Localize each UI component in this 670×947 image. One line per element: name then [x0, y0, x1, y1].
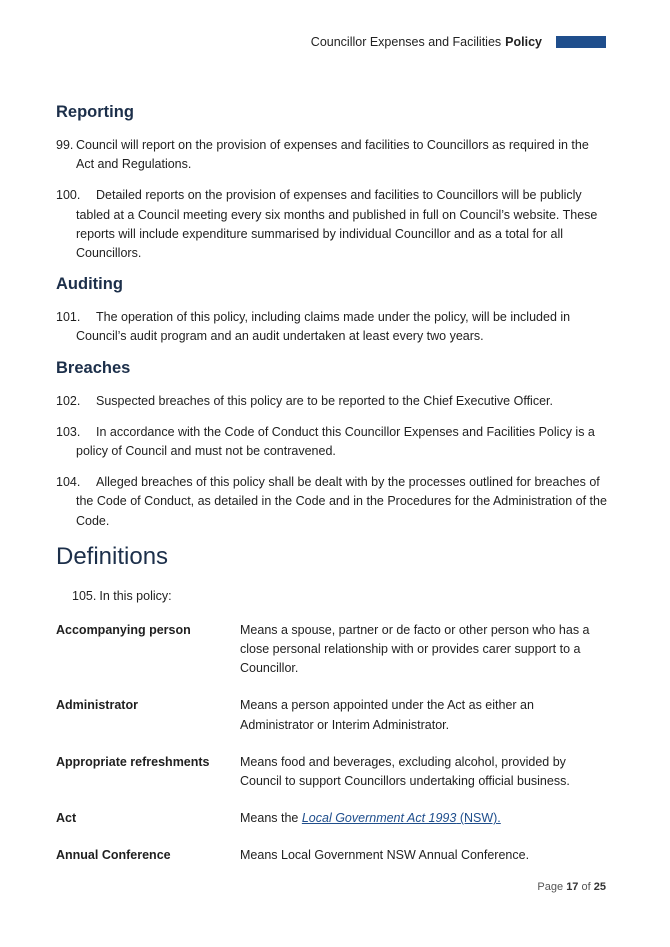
- clause-number: 102.: [56, 393, 81, 408]
- page-footer: [537, 881, 606, 893]
- clause-number: 99.: [56, 138, 74, 152]
- definition-text: Means a person appointed under the Act as either an Administrator or Interim Administrator.: [240, 698, 534, 732]
- intro-text: In this policy:: [99, 588, 172, 603]
- clause-text: Detailed reports on the provision of expenses and facilities to Councillors will be publicly tabled at a Council meeting every six months and published in full on Council’s website. These reports will include expenditure summarised by individual Councillor and as a total for all Councillors.: [76, 188, 598, 261]
- definition-prefix: Means the: [240, 811, 302, 826]
- definition-row: [56, 753, 608, 791]
- act-link[interactable]: [302, 811, 501, 825]
- definition-text: [240, 809, 608, 828]
- definition-row: [56, 696, 608, 734]
- clause-text: In accordance with the Code of Conduct this Councillor Expenses and Facilities Policy is a policy of Council and must not be contravened.: [76, 424, 595, 459]
- footer-of: of: [581, 881, 591, 893]
- section-reporting: [56, 103, 608, 263]
- clause-number: 100.: [56, 188, 81, 203]
- clause-99: [56, 136, 608, 174]
- clause-text: The operation of this policy, including claims made under the policy, will be included in Council’s audit program and an audit undertaken at least every two years.: [76, 310, 571, 344]
- clause-text: Alleged breaches of this policy shall be dealt with by the processes outlined for breaches of the Code of Conduct, as detailed in the Code and in the Procedures for the Administration of the Code.: [76, 475, 607, 528]
- header-title: Councillor Expenses and Facilities: [310, 35, 502, 49]
- definitions-intro: [56, 589, 608, 603]
- footer-page-total: 25: [593, 881, 606, 893]
- document-body: [56, 103, 608, 884]
- clause-101: [56, 308, 608, 346]
- act-link-suffix[interactable]: (NSW).: [456, 811, 501, 826]
- clause-number: 101.: [56, 310, 81, 325]
- section-heading: Breaches: [56, 358, 131, 377]
- clause-text: Council will report on the provision of expenses and facilities to Councillors as required in the Act and Regulations.: [76, 138, 589, 172]
- definition-row: [56, 621, 608, 679]
- clause-number: 105.: [72, 588, 97, 603]
- definition-row-act: [56, 809, 608, 828]
- section-heading: Reporting: [56, 103, 134, 121]
- definition-term: Administrator: [56, 698, 138, 713]
- clause-104: [56, 473, 608, 531]
- header-title-bold: Policy: [505, 35, 542, 49]
- clause-number: 104.: [56, 475, 81, 490]
- definition-text: Means a spouse, partner or de facto or other person who has a close personal relationship with or provides carer support to a Councillor.: [240, 622, 590, 676]
- definitions-table: [56, 621, 608, 866]
- footer-page-number: 17: [566, 881, 579, 893]
- page-header: [311, 35, 606, 49]
- clause-103: [56, 423, 608, 461]
- clause-text: Suspected breaches of this policy are to be reported to the Chief Executive Officer.: [96, 393, 553, 408]
- definitions-title: Definitions: [56, 542, 169, 570]
- footer-label: Page: [537, 881, 564, 893]
- act-link-title[interactable]: Local Government Act 1993: [301, 811, 457, 826]
- definition-term: Act: [56, 811, 77, 826]
- section-breaches: [56, 359, 608, 531]
- header-accent-bar: [556, 36, 606, 48]
- definition-row: [56, 846, 608, 865]
- section-auditing: [56, 275, 608, 346]
- clause-100: [56, 186, 608, 263]
- section-heading: Auditing: [56, 275, 123, 294]
- definition-text: Means Local Government NSW Annual Conference.: [240, 848, 530, 863]
- definition-term: Annual Conference: [56, 848, 171, 863]
- definition-term: Accompanying person: [56, 622, 191, 637]
- clause-102: [56, 392, 608, 411]
- definition-text: Means food and beverages, excluding alcohol, provided by Council to support Councillors undertaking official business.: [240, 754, 570, 789]
- clause-number: 103.: [56, 424, 81, 439]
- definition-term: Appropriate refreshments: [56, 754, 210, 769]
